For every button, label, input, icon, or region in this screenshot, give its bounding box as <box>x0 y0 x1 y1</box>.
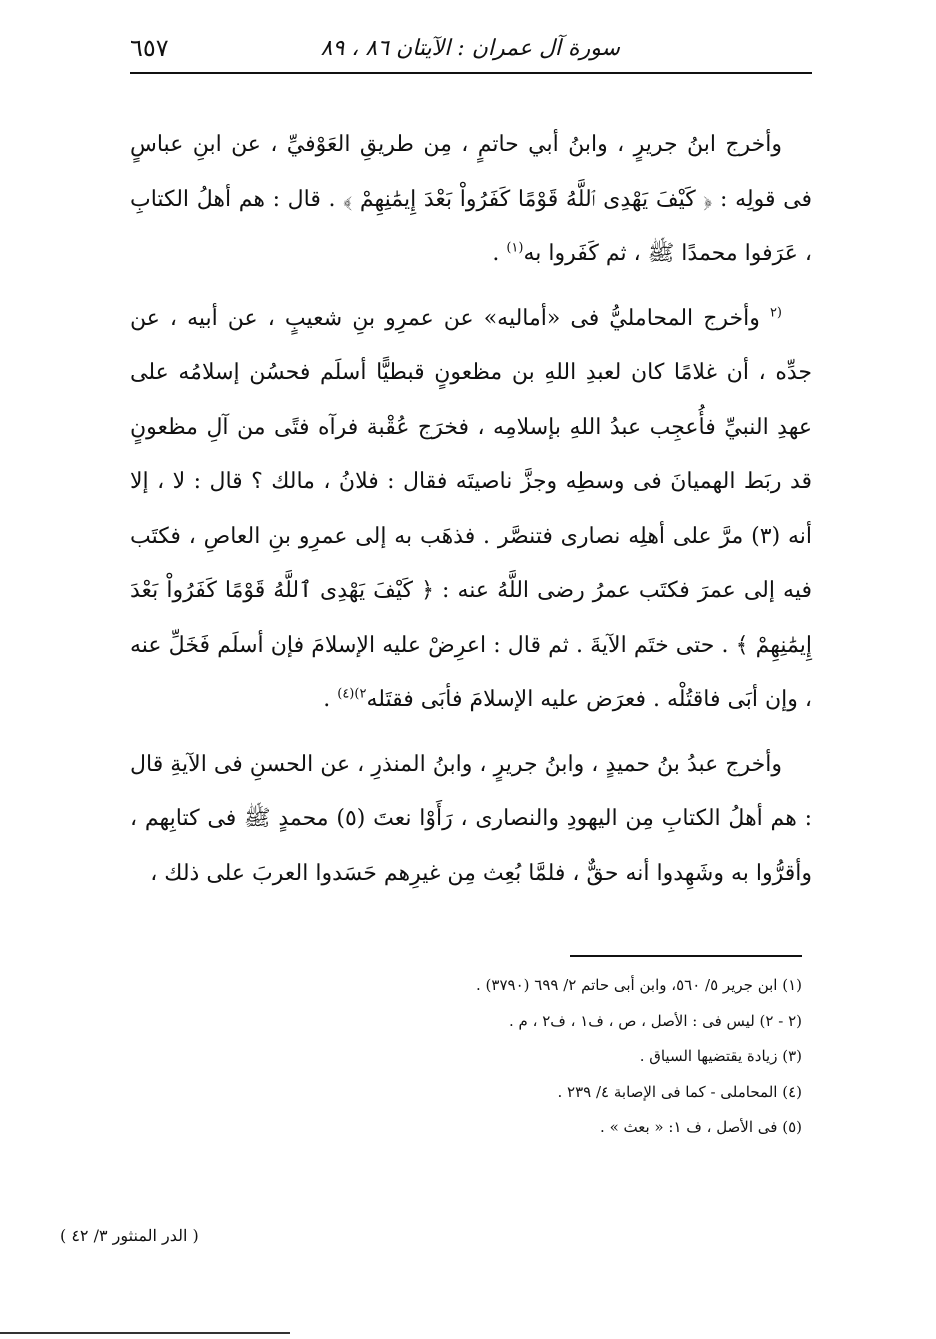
footnote-4: (٤) المحاملى - كما فى الإصابة ٤/ ٢٣٩ . <box>557 1082 802 1101</box>
text-line: أن غلامًا كان لعبدِ اللهِ بن مظعونٍ قبطيًّا أسلَم فحسُن إسلامُه على عهدِ النبيِّ <box>130 360 812 440</box>
footnote-divider <box>570 955 802 957</box>
header-title: سورة آل عمران : الآيتان ٨٦ ، ٨٩ <box>320 36 620 61</box>
text-line: رضى اللَّهُ عنه : ﴿ كَيْفَ يَهْدِى ٱللَّهُ قَوْمًا كَفَرُواْ بَعْدَ إِيمَٰنِهِمْ ﴾ . حتى ختَم <box>130 578 812 658</box>
text-line: وأخرج المحامليُّ فى «أماليه» عن عمرِو بنِ شعيبٍ ، عن أبيه ، عن جدِّه ، <box>130 305 812 385</box>
text-line: هم أهلُ الكتابِ مِن اليهودِ والنصارى ، رَأَوْا نعتَ (٥) محمدٍ ﷺ فى كتابِهم ، <box>130 806 797 831</box>
text-line: فأُعجِب عبدُ اللهِ بإسلامِه ، فخرَج عُقْبة فرآه فتًى من آلِ مظعونٍ قد ربَط الهميانَ <box>130 414 813 494</box>
footnote-marker: (١) <box>506 240 524 256</box>
source-reference: ( الدر المنثور ٣/ ٤٢ ) <box>60 1226 199 1245</box>
running-header <box>130 28 810 68</box>
header-divider <box>130 72 812 74</box>
text-line: الكتابِ ، عَرَفوا محمدًا ﷺ ، ثم كَفَروا به <box>130 186 812 266</box>
footnotes <box>130 968 802 1146</box>
paragraph-3 <box>130 738 812 902</box>
footnote-5: (٥) فى الأصل ، ف ١: « بعث » . <box>600 1118 802 1136</box>
paragraph-2 <box>130 292 812 728</box>
main-text <box>130 118 812 901</box>
text-line-end: . <box>323 687 338 712</box>
footnote-marker: ٢)(٤) <box>337 686 367 702</box>
text-line: وأقرُّوا به وشَهِدوا أنه حقٌّ ، فلمَّا بُعِث مِن غيرِهم حَسَدوا العربَ على ذلك ، <box>150 860 812 886</box>
text-line: نصارى فتنصَّر . فذهَب به إلى عمرِو بنِ العاصِ ، فكتَب فيه إلى عمرَ فكتَب عمرُ <box>130 523 812 603</box>
footnote-2: (٢ - ٢) ليس فى : الأصل ، ص ، ف١ ، ف٢ ، م . <box>509 1011 802 1030</box>
text-line: قولِه : ﴿ كَيْفَ يَهْدِى ٱللَّهُ قَوْمًا كَفَرُواْ بَعْدَ إِيمَٰنِهِمْ ﴾ . قال : هم أهلُ <box>196 186 776 212</box>
page-number: ٦٥٧ <box>130 34 169 62</box>
text-line: الآيةَ . ثم قال : اعرِضْ عليه الإسلامَ فإن أسلَم فَخَلِّ عنه ، وإن أبَى فاقتُلْه . فعرَض <box>130 632 812 712</box>
text-line: وأخرج ابنُ جريرٍ ، وابنُ أبي حاتمٍ ، مِن طريقِ العَوْفيِّ ، عن ابنِ عباسٍ فى <box>130 132 812 212</box>
paragraph-1 <box>130 118 812 282</box>
footnote-3: (٣) زيادة يقتضيها السياق . <box>639 1047 802 1065</box>
footnote-marker: (٢ <box>769 305 782 321</box>
text-line: عليه الإسلامَ فأبَى فقتَله <box>366 687 580 712</box>
text-line: فى وسطِه وجزَّ ناصيتَه فقال : فلانُ ، مالك ؟ قال : لا ، إلا أنه (٣) مرَّ على أهلِه <box>130 469 812 549</box>
footnote-1: (١) ابن جرير ٥/ ٥٦٠، وابن أبى حاتم ٢/ ٦٩٩ (٣٧٩٠) . <box>476 976 802 994</box>
text-line-end: . <box>492 241 507 266</box>
scan-edge-line <box>0 1332 290 1334</box>
text-line: وأخرج عبدُ بنُ حميدٍ ، وابنُ جريرٍ ، وابنُ المنذرِ ، عن الحسنِ فى الآيةِ قال : <box>130 751 813 831</box>
